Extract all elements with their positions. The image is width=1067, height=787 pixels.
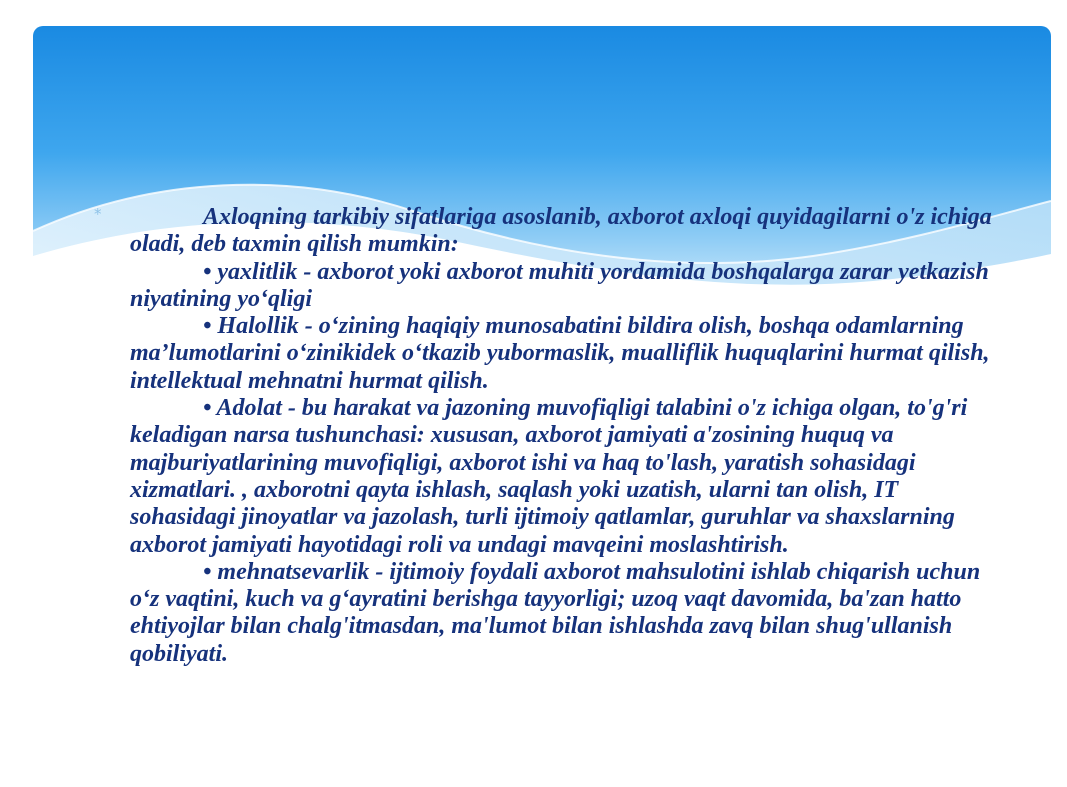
quality-integrity-paragraph: • yaxlitlik - axborot yoki axborot muhiti yordamida boshqalarga zarar yetkazish niyatining yo‘qligi	[130, 258, 989, 312]
intro-paragraph: Axloqning tarkibiy sifatlariga asoslanib, axborot axloqi quyidagilarni o'z ichiga oladi, deb taxmin qilish mumkin:	[130, 204, 992, 258]
quality-honesty-paragraph: • Halollik - o‘zining haqiqiy munosabatini bildira olish, boshqa odamlarning ma’lumotlarini o‘zinikidek o‘tkazib yubormaslik, mualliflik huquqlarini hurmat qilish, intellektual mehnatni hurmat qilish.	[130, 313, 990, 394]
quality-diligence-paragraph: • mehnatsevarlik - ijtimoiy foydali axborot mahsulotini ishlab chiqarish uchun o‘z vaqtini, kuch va g‘ayratini berishga tayyorligi; uzoq vaqt davomida, ba'zan hatto ehtiyojlar bilan chalg'itmasdan, ma'lumot bilan ishlashda zavq bilan shug'ullanish qobiliyati.	[130, 558, 981, 667]
quality-justice-paragraph: • Adolat - bu harakat va jazoning muvofiqligi talabini o'z ichiga olgan, to'g'ri keladigan narsa tushunchasi: xususan, axborot jamiyati a'zosining huquq va majburiyatlarining muvofiqligi, axborot ishi va haq to'lash, yaratish sohasidagi xizmatlari. , axborotni qayta ishlash, saqlash yoki uzatish, ularni tan olish, IT sohasidagi jinoyatlar va jazolash, turli ijtimoiy qatlamlar, guruhlar va shaxslarning axborot jamiyati hayotidagi roli va undagi mavqeini moslashtirish.	[130, 395, 968, 558]
slide-bullet-icon: *	[94, 205, 102, 223]
slide-body-text	[130, 204, 1000, 668]
